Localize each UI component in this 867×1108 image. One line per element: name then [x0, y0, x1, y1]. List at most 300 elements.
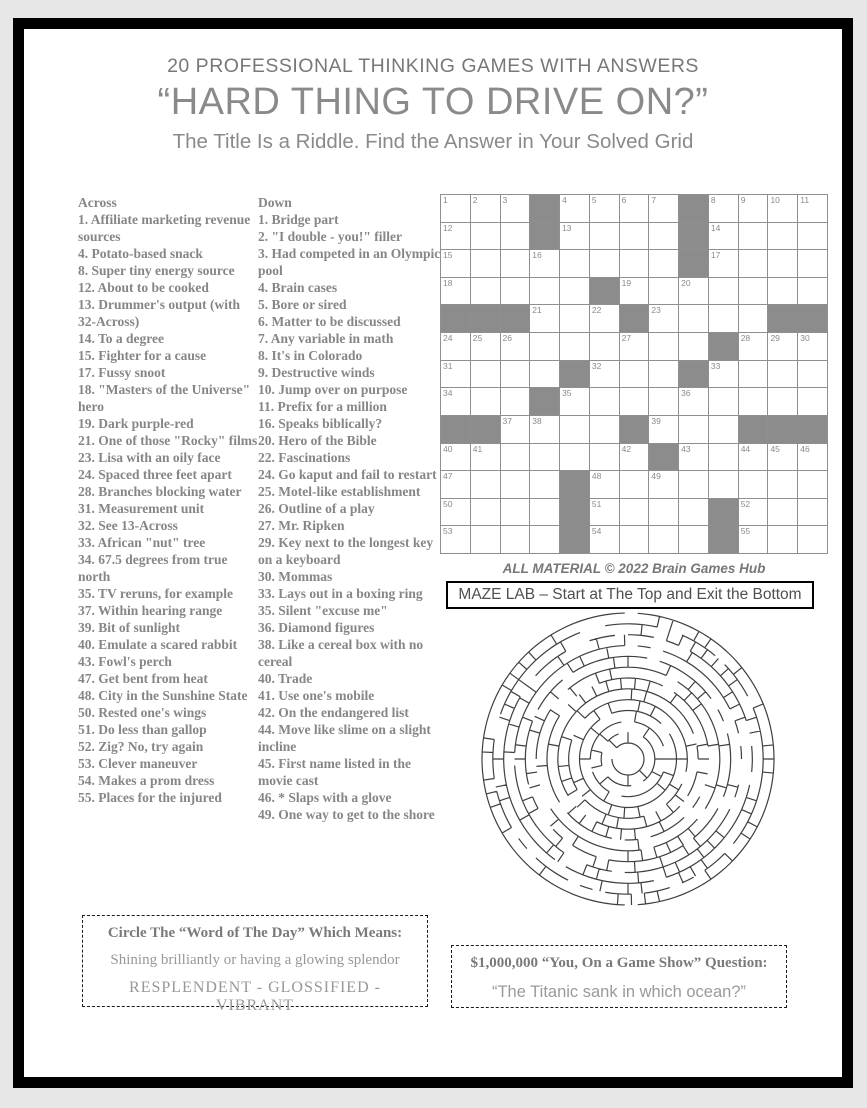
clue: 47. Get bent from heat: [78, 671, 208, 686]
grid-cell: [768, 499, 797, 526]
grid-cell: [620, 499, 649, 526]
grid-cell: [798, 195, 827, 222]
clue: 24. Spaced three feet apart: [78, 467, 232, 482]
clue: 41. Use one's mobile: [258, 688, 375, 703]
grid-cell: [560, 250, 589, 277]
grid-cell-black: [501, 305, 530, 332]
grid-cell-black: [530, 388, 559, 415]
maze-label-box: [446, 581, 814, 609]
grid-cell: [590, 195, 619, 222]
grid-cell: [590, 499, 619, 526]
clue: 11. Prefix for a million: [258, 399, 387, 414]
grid-cell: [560, 195, 589, 222]
word-of-day-heading: Circle The “Word of The Day” Which Means:: [107, 925, 403, 941]
grid-cell-number: 5: [591, 195, 597, 205]
grid-cell: [590, 526, 619, 553]
grid-cell-number: 9: [740, 195, 746, 205]
grid-cell-number: 41: [472, 443, 483, 454]
clue: 49. One way to get to the shore: [258, 807, 435, 822]
grid-cell-number: 3: [502, 195, 508, 205]
clue: 38. Like a cereal box with no cereal: [258, 637, 424, 669]
grid-cell-number: 23: [651, 305, 661, 316]
grid-cell-number: 30: [800, 333, 810, 344]
page-kicker: 20 PROFESSIONAL THINKING GAMES WITH ANSWERS: [167, 55, 699, 77]
grid-cell: [739, 526, 768, 553]
grid-cell: [620, 223, 649, 250]
clue: 18. "Masters of the Universe" hero: [78, 382, 251, 414]
grid-cell: [441, 526, 470, 553]
grid-cell: [649, 195, 678, 222]
grid-cell-number: 43: [681, 443, 691, 454]
grid-cell-black: [560, 361, 589, 388]
grid-cell: [501, 526, 530, 553]
grid-cell: [679, 388, 708, 415]
clue: 40. Trade: [258, 671, 313, 686]
grid-cell-number: 39: [651, 415, 661, 426]
grid-cell: [530, 526, 559, 553]
clue: 4. Brain cases: [258, 280, 338, 295]
grid-cell: [560, 444, 589, 471]
grid-cell: [620, 250, 649, 277]
clue: 21. One of those "Rocky" films: [78, 433, 258, 448]
clue: 39. Bit of sunlight: [78, 620, 181, 635]
grid-cell: [739, 444, 768, 471]
grid-cell: [620, 278, 649, 305]
grid-cell: [590, 444, 619, 471]
grid-cell: [798, 278, 827, 305]
grid-cell: [590, 223, 619, 250]
grid-cell: [649, 526, 678, 553]
grid-cell-number: 15: [443, 250, 453, 261]
grid-cell-number: 16: [532, 250, 542, 261]
grid-cell: [560, 278, 589, 305]
grid-cell: [471, 499, 500, 526]
grid-cell: [471, 278, 500, 305]
grid-cell: [709, 361, 738, 388]
copyright-line: ALL MATERIAL © 2022 Brain Games Hub: [502, 561, 766, 576]
clue: 6. Matter to be discussed: [258, 314, 401, 329]
clue: 52. Zig? No, try again: [78, 739, 204, 754]
grid-cell: [441, 471, 470, 498]
grid-cell: [798, 333, 827, 360]
clue: 26. Outline of a play: [258, 501, 375, 516]
grid-cell-number: 42: [621, 443, 632, 454]
grid-cell-black: [620, 305, 649, 332]
grid-cell: [590, 333, 619, 360]
grid-cell: [501, 499, 530, 526]
grid-cell: [530, 278, 559, 305]
clue: 17. Fussy snoot: [78, 365, 166, 380]
grid-cell-number: 1: [443, 195, 448, 205]
clue: 35. Silent "excuse me": [258, 603, 388, 618]
circular-maze-illustration: [478, 609, 778, 909]
grid-cell: [679, 333, 708, 360]
grid-cell: [768, 444, 797, 471]
grid-cell-black: [560, 471, 589, 498]
grid-cell: [590, 305, 619, 332]
grid-cell: [471, 250, 500, 277]
grid-cell-number: 55: [740, 526, 751, 537]
grid-cell-number: 31: [443, 360, 453, 371]
grid-cell-black: [471, 416, 500, 443]
grid-cell: [679, 526, 708, 553]
grid-cell-number: 37: [502, 415, 512, 426]
grid-cell: [798, 388, 827, 415]
grid-cell: [501, 361, 530, 388]
grid-cell: [798, 250, 827, 277]
clue: 9. Destructive winds: [258, 365, 375, 380]
grid-cell: [501, 471, 530, 498]
across-clues-column: [78, 194, 258, 806]
game-show-question-heading: $1,000,000 “You, On a Game Show” Question:: [470, 955, 768, 971]
word-of-day-options: RESPLENDENT - GLOSSIFIED - VIBRANT: [129, 979, 381, 1014]
clue: 32. See 13-Across: [78, 518, 178, 533]
grid-cell: [739, 499, 768, 526]
grid-cell: [530, 250, 559, 277]
clue: 5. Bore or sired: [258, 297, 347, 312]
grid-cell: [501, 416, 530, 443]
clue: 10. Jump over on purpose: [258, 382, 408, 397]
grid-cell: [798, 444, 827, 471]
word-of-day-definition: Shining brilliantly or having a glowing splendor: [110, 952, 400, 968]
grid-cell-number: 4: [562, 195, 567, 205]
grid-cell-black: [530, 195, 559, 222]
grid-cell-black: [709, 499, 738, 526]
grid-cell: [768, 278, 797, 305]
grid-cell-black: [709, 526, 738, 553]
grid-cell: [530, 444, 559, 471]
grid-cell-black: [530, 223, 559, 250]
game-show-question-text: “The Titanic sank in which ocean?”: [491, 983, 747, 1001]
grid-cell: [471, 444, 500, 471]
circular-maze-svg: [478, 609, 778, 909]
grid-cell: [560, 223, 589, 250]
clue: 8. Super tiny energy source: [78, 263, 235, 278]
grid-cell: [768, 333, 797, 360]
clue: 16. Speaks biblically?: [258, 416, 383, 431]
grid-cell: [501, 195, 530, 222]
grid-cell-number: 32: [591, 360, 602, 371]
grid-cell: [560, 333, 589, 360]
game-show-question-box: [451, 945, 787, 1008]
grid-cell: [739, 305, 768, 332]
clue: 42. On the endangered list: [258, 705, 409, 720]
clue: 1. Affiliate marketing revenue sources: [78, 212, 251, 244]
clue: 12. About to be cooked: [78, 280, 209, 295]
grid-cell: [768, 471, 797, 498]
grid-cell: [709, 444, 738, 471]
clue: 3. Had competed in an Olympic pool: [258, 246, 441, 278]
grid-cell-black: [441, 305, 470, 332]
grid-cell: [620, 526, 649, 553]
page-title: “HARD THING TO DRIVE ON?”: [157, 81, 709, 123]
grid-cell: [768, 526, 797, 553]
grid-cell: [501, 333, 530, 360]
clue: 7. Any variable in math: [258, 331, 394, 346]
grid-cell-number: 45: [770, 443, 780, 454]
grid-cell: [709, 416, 738, 443]
grid-cell: [590, 361, 619, 388]
clue: 4. Potato-based snack: [78, 246, 203, 261]
clue: 53. Clever maneuver: [78, 756, 198, 771]
grid-cell: [798, 361, 827, 388]
grid-cell: [441, 223, 470, 250]
grid-cell-number: 48: [591, 471, 602, 482]
grid-cell: [471, 333, 500, 360]
grid-cell: [441, 388, 470, 415]
grid-cell-number: 10: [770, 195, 780, 205]
clue: 30. Mommas: [258, 569, 333, 584]
grid-cell: [530, 416, 559, 443]
grid-cell-number: 27: [621, 333, 632, 344]
clue: 2. "I double - you!" filler: [258, 229, 402, 244]
grid-cell-number: 28: [740, 333, 751, 344]
across-clue-list: [78, 211, 258, 806]
grid-cell-number: 29: [770, 333, 780, 344]
clue: 55. Places for the injured: [78, 790, 222, 805]
puzzle-page: [13, 18, 853, 1088]
grid-cell: [649, 471, 678, 498]
clue: 13. Drummer's output (with 32-Across): [78, 297, 240, 329]
grid-cell: [441, 250, 470, 277]
clue: 23. Lisa with an oily face: [78, 450, 221, 465]
grid-cell: [739, 195, 768, 222]
grid-cell-black: [679, 223, 708, 250]
grid-cell: [739, 388, 768, 415]
grid-cell: [471, 388, 500, 415]
clue: 31. Measurement unit: [78, 501, 205, 516]
grid-cell-black: [739, 416, 768, 443]
grid-cell-number: 12: [443, 222, 453, 233]
grid-cell-number: 17: [710, 250, 721, 261]
grid-cell-number: 38: [532, 415, 542, 426]
clue: 33. African "nut" tree: [78, 535, 206, 550]
grid-cell-number: 14: [710, 222, 721, 233]
grid-cell: [649, 333, 678, 360]
grid-cell: [590, 388, 619, 415]
grid-cell: [649, 278, 678, 305]
grid-cell-number: 2: [472, 195, 478, 205]
maze-label: MAZE LAB – Start at The Top and Exit the Bottom: [458, 586, 802, 603]
grid-cell-black: [679, 361, 708, 388]
grid-cell-black: [679, 250, 708, 277]
grid-cell: [768, 250, 797, 277]
grid-cell: [679, 499, 708, 526]
clue: 33. Lays out in a boxing ring: [258, 586, 423, 601]
grid-cell-black: [441, 416, 470, 443]
clue: 46. * Slaps with a glove: [258, 790, 392, 805]
grid-cell: [590, 250, 619, 277]
page-subtitle: The Title Is a Riddle. Find the Answer in Your Solved Grid: [172, 130, 694, 153]
grid-cell-number: 6: [621, 195, 627, 205]
grid-cell: [709, 250, 738, 277]
grid-cell-number: 13: [562, 222, 572, 233]
grid-cell-black: [768, 416, 797, 443]
grid-cell: [471, 361, 500, 388]
grid-cell-number: 46: [800, 443, 810, 454]
grid-cell-number: 34: [443, 388, 453, 399]
grid-cell: [620, 388, 649, 415]
grid-cell: [530, 361, 559, 388]
crossword-grid: [440, 194, 828, 554]
grid-cell: [649, 305, 678, 332]
clue: 43. Fowl's perch: [78, 654, 172, 669]
grid-cell-black: [679, 195, 708, 222]
grid-cell: [560, 388, 589, 415]
grid-cell-black: [649, 444, 678, 471]
grid-cell-number: 33: [710, 360, 721, 371]
grid-cell: [441, 195, 470, 222]
grid-cell: [798, 526, 827, 553]
grid-cell-black: [709, 333, 738, 360]
down-clues-column: [258, 194, 446, 823]
grid-cell-number: 53: [443, 526, 453, 537]
grid-cell: [471, 526, 500, 553]
clue: 29. Key next to the longest key on a keyboard: [258, 535, 434, 567]
grid-cell: [501, 278, 530, 305]
grid-cell-number: 50: [443, 498, 453, 509]
grid-cell-number: 24: [443, 333, 453, 344]
grid-cell: [649, 499, 678, 526]
grid-cell-black: [798, 416, 827, 443]
grid-cell: [530, 471, 559, 498]
grid-cell: [679, 471, 708, 498]
grid-cell-black: [560, 499, 589, 526]
grid-cell-number: 35: [562, 388, 572, 399]
grid-cell: [768, 223, 797, 250]
grid-cell: [709, 471, 738, 498]
clue: 51. Do less than gallop: [78, 722, 207, 737]
grid-cell: [649, 250, 678, 277]
grid-cell-number: 54: [591, 526, 602, 537]
grid-cell-number: 18: [443, 277, 453, 288]
grid-cell: [679, 416, 708, 443]
grid-cell: [620, 471, 649, 498]
grid-cell-number: 21: [532, 305, 542, 316]
grid-cell-black: [768, 305, 797, 332]
grid-cell: [441, 499, 470, 526]
grid-cell: [739, 361, 768, 388]
clue: 44. Move like slime on a slight incline: [258, 722, 431, 754]
grid-cell: [530, 333, 559, 360]
grid-cell-number: 49: [651, 471, 661, 482]
grid-cell: [649, 388, 678, 415]
grid-cell: [620, 444, 649, 471]
grid-cell: [798, 471, 827, 498]
clue: 35. TV reruns, for example: [78, 586, 233, 601]
clue: 40. Emulate a scared rabbit: [78, 637, 238, 652]
clue: 37. Within hearing range: [78, 603, 223, 618]
grid-cell: [501, 250, 530, 277]
grid-cell: [798, 499, 827, 526]
grid-cell: [501, 223, 530, 250]
grid-cell-number: 51: [591, 498, 602, 509]
grid-cell-number: 11: [800, 195, 810, 205]
grid-cell: [679, 305, 708, 332]
grid-cell-number: 22: [591, 305, 602, 316]
word-of-day-box: [82, 915, 428, 1014]
clue: 19. Dark purple-red: [78, 416, 194, 431]
clue: 22. Fascinations: [258, 450, 351, 465]
grid-cell: [709, 388, 738, 415]
grid-cell: [709, 305, 738, 332]
grid-cell: [501, 444, 530, 471]
grid-cell: [471, 223, 500, 250]
down-clue-list: [258, 211, 446, 823]
clue: 50. Rested one's wings: [78, 705, 207, 720]
grid-cell: [709, 278, 738, 305]
grid-cell-black: [590, 278, 619, 305]
grid-cell: [739, 250, 768, 277]
grid-cell: [768, 361, 797, 388]
grid-cell-black: [798, 305, 827, 332]
grid-cell: [649, 361, 678, 388]
grid-cell: [709, 195, 738, 222]
grid-cell: [620, 333, 649, 360]
grid-cell: [739, 333, 768, 360]
grid-cell: [768, 195, 797, 222]
clue: 20. Hero of the Bible: [258, 433, 377, 448]
grid-cell-number: 36: [681, 388, 691, 399]
grid-cell: [590, 471, 619, 498]
grid-cell-number: 25: [472, 333, 483, 344]
grid-cell-black: [620, 416, 649, 443]
clue: 27. Mr. Ripken: [258, 518, 345, 533]
clue: 1. Bridge part: [258, 212, 339, 227]
grid-cell-number: 26: [502, 333, 512, 344]
grid-cell: [590, 416, 619, 443]
grid-cell: [501, 388, 530, 415]
grid-cell: [679, 278, 708, 305]
clue: 24. Go kaput and fail to restart: [258, 467, 437, 482]
grid-cell: [739, 223, 768, 250]
clue: 34. 67.5 degrees from true north: [78, 552, 228, 584]
grid-cell: [649, 416, 678, 443]
clue: 25. Motel-like establishment: [258, 484, 421, 499]
grid-cell: [620, 361, 649, 388]
clue: 14. To a degree: [78, 331, 165, 346]
grid-cell: [441, 278, 470, 305]
clue: 48. City in the Sunshine State: [78, 688, 248, 703]
grid-cell: [798, 223, 827, 250]
clue: 36. Diamond figures: [258, 620, 375, 635]
grid-cell: [441, 444, 470, 471]
grid-cell: [649, 223, 678, 250]
clue: 8. It's in Colorado: [258, 348, 363, 363]
grid-cell-number: 20: [681, 277, 691, 288]
grid-cell: [768, 388, 797, 415]
grid-cell-black: [560, 526, 589, 553]
grid-cell: [471, 471, 500, 498]
grid-cell-number: 8: [710, 195, 716, 205]
grid-cell: [739, 471, 768, 498]
grid-cell: [679, 444, 708, 471]
grid-cell: [441, 361, 470, 388]
down-heading: Down: [258, 195, 292, 210]
clue: 28. Branches blocking water: [78, 484, 242, 499]
clue: 45. First name listed in the movie cast: [258, 756, 411, 788]
grid-cell: [620, 195, 649, 222]
grid-cell: [709, 223, 738, 250]
grid-cell-number: 7: [651, 195, 657, 205]
grid-cell: [560, 416, 589, 443]
grid-cell-number: 47: [443, 471, 453, 482]
clue: 54. Makes a prom dress: [78, 773, 215, 788]
grid-cell-number: 52: [740, 498, 751, 509]
grid-cell: [530, 499, 559, 526]
clue: 15. Fighter for a cause: [78, 348, 207, 363]
across-heading: Across: [78, 195, 117, 210]
